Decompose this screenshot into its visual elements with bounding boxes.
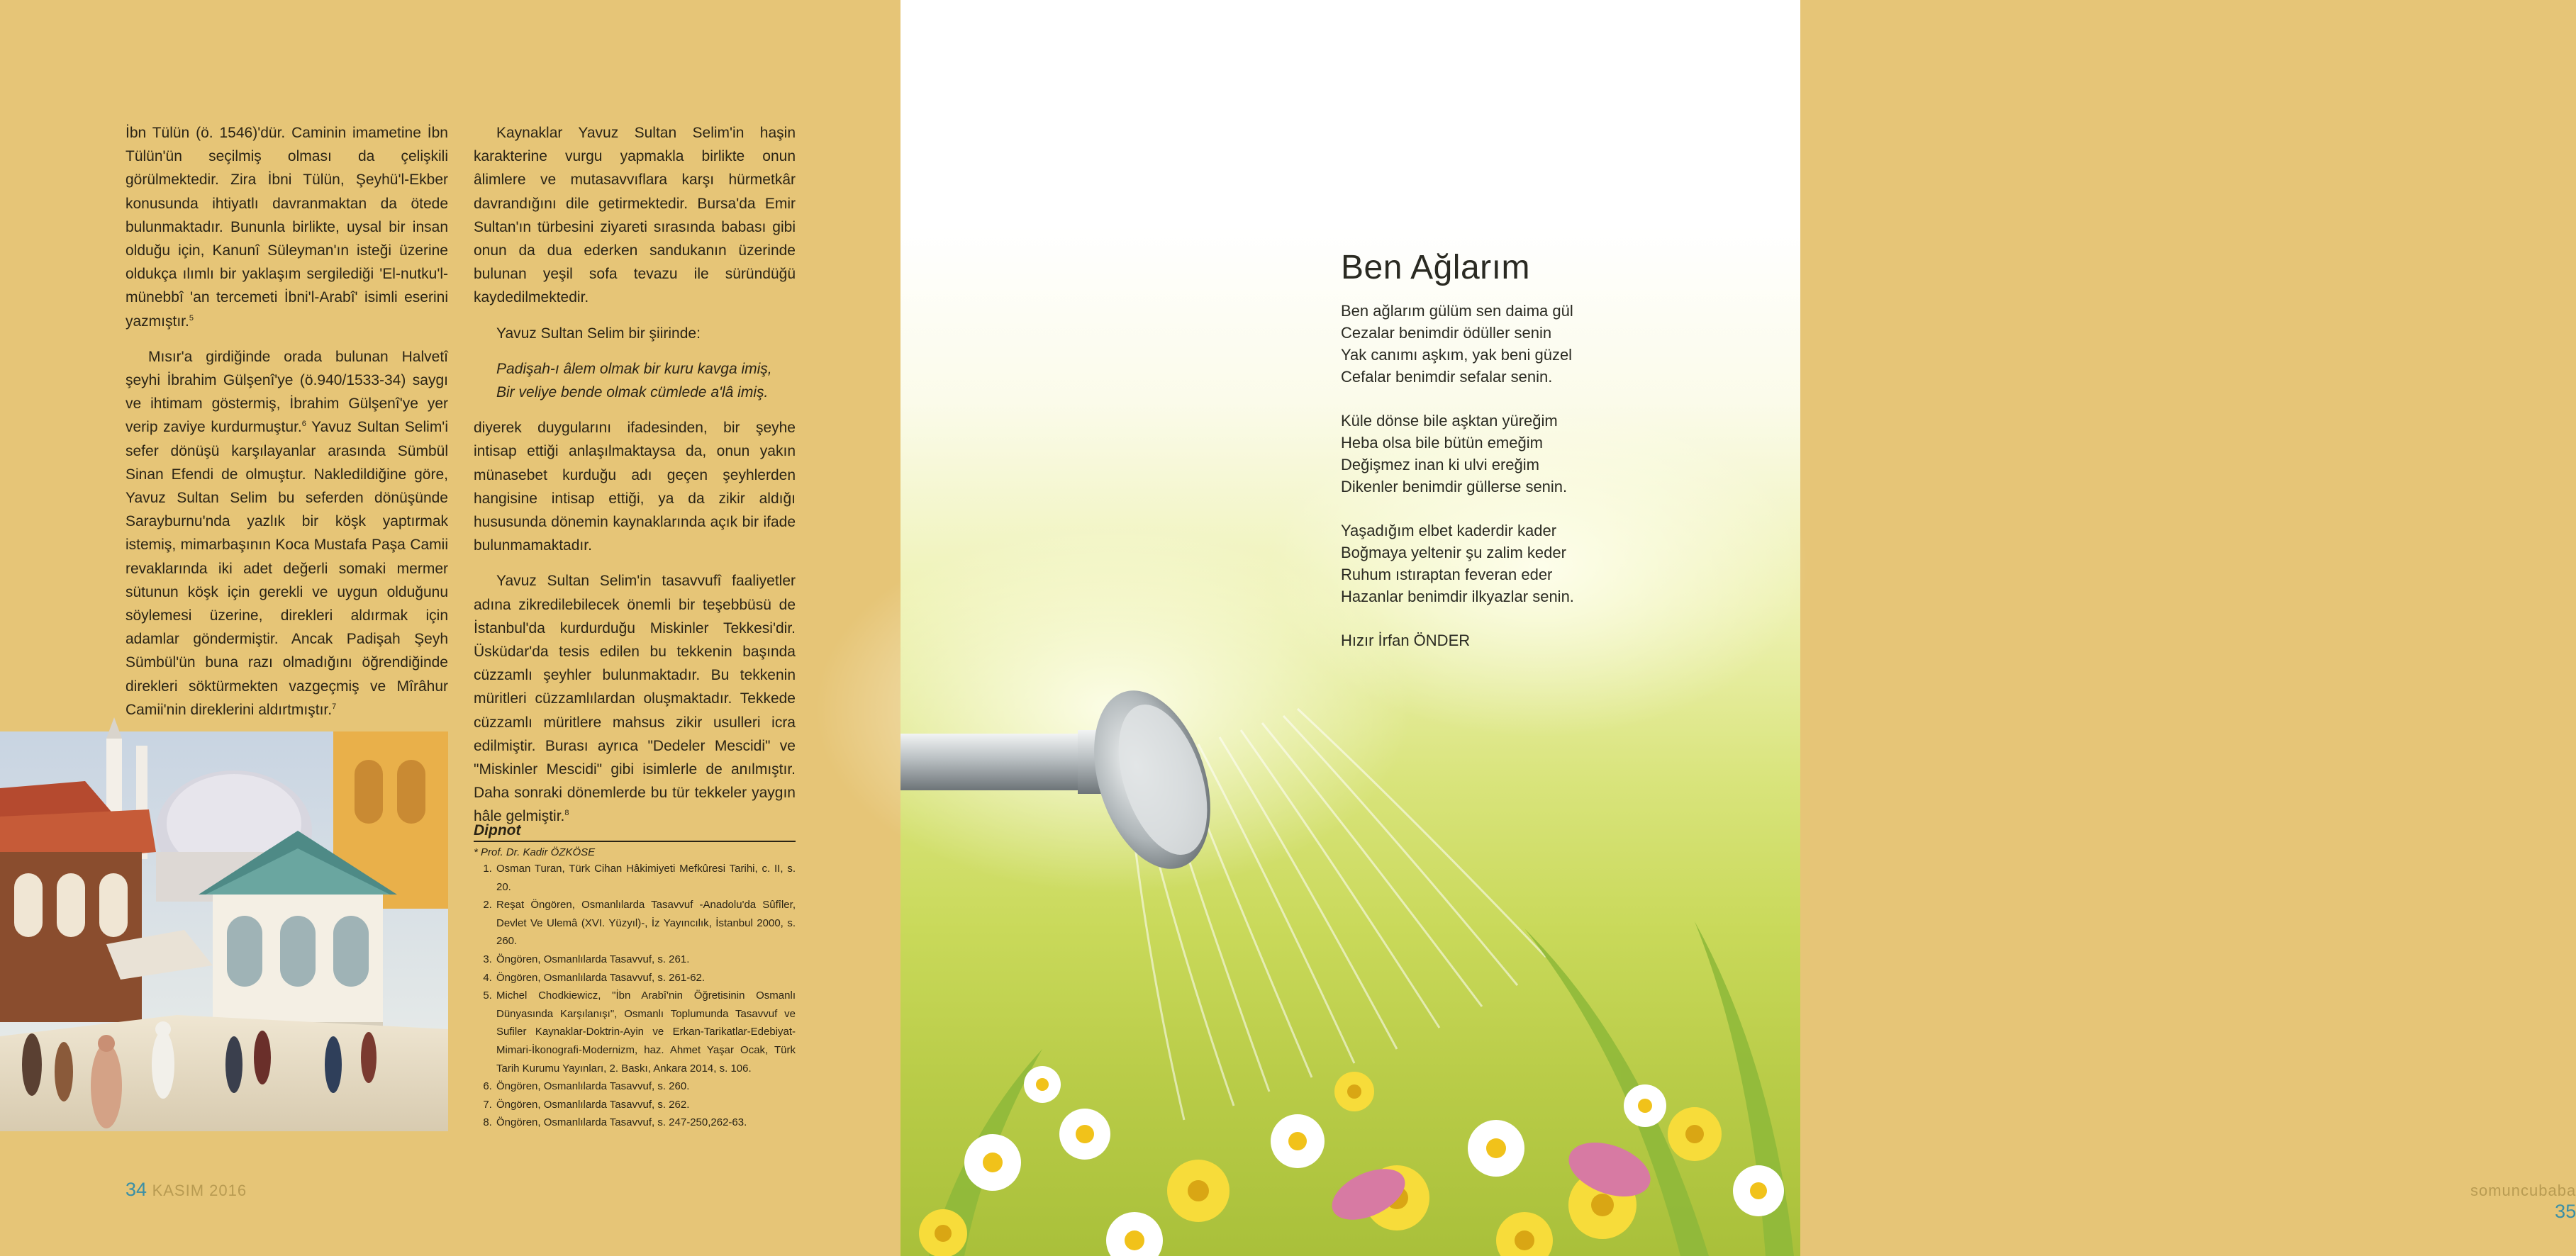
issue-date: KASIM 2016 [152, 1182, 247, 1199]
article-column-2 [474, 121, 796, 829]
poem-line: Cezalar benimdir ödüller senin [1341, 324, 1552, 342]
page-folio-left [126, 1179, 247, 1201]
article-paragraph: İbn Tülün (ö. 1546)'dür. Caminin imametine İbn Tülün'ün seçilmiş olması da çelişkili görülmektedir. Zira İbni Tülün, Şeyhü'l-Ekber konusunda ihtiyatlı davranmaktan da ötede bulunmaktadır. Bununla birlikte, uysal bir insan olduğu için, Kanunî Süleyman'ın isteği üzerine oldukça ılımlı bir yaklaşım sergilediği 'El-nutku'l-münebbî 'an tercemeti İbni'l-Arabî' isimli eserini yazmıştır.$^5$ [126, 125, 448, 330]
poem-stanza [1341, 410, 1695, 498]
poem [1341, 248, 1695, 651]
footnotes-title: Dipnot [474, 822, 796, 842]
poem-line: Boğmaya yeltenir şu zalim keder [1341, 544, 1566, 561]
poem-stanza [1341, 300, 1695, 388]
poem-line: Yaşadığım elbet kaderdir kader [1341, 522, 1557, 539]
poem-title: Ben Ağlarım [1341, 249, 1530, 286]
poem-line: Küle dönse bile aşktan yüreğim [1341, 412, 1558, 430]
page-number: 34 [126, 1179, 147, 1200]
poem-line: Hazanlar benimdir ilkyazlar senin. [1341, 588, 1574, 605]
poem-line: Dikenler benimdir güllerse senin. [1341, 478, 1568, 495]
article-paragraph: Kaynaklar Yavuz Sultan Selim'in haşin karakterine vurgu yapmakla birlikte onun âlimlere ve mutasavvıflara karşı hürmetkâr davrandığını dile getirmektedir. Bursa'da Emir Sultan'ın türbesini ziyareti sırasında babası gibi onun da dua ederken sandukanın üzerinde bulunan yeşil sofa tevazu ile süründüğü kaydedilmektedir. [474, 125, 796, 306]
footnote-item: 8. Öngören, Osmanlılarda Tasavvuf, s. 247-250,262-63. [495, 1114, 796, 1132]
footnote-item: 3. Öngören, Osmanlılarda Tasavvuf, s. 261. [495, 951, 796, 969]
poem-line: Heba olsa bile bütün emeğim [1341, 434, 1543, 452]
verse-line: Bir veliye bende olmak cümlede a'lâ imiş. [496, 384, 769, 401]
article-paragraph: Yavuz Sultan Selim'in tasavvufî faaliyetler adına zikredilebilecek önemli bir teşebbüsü de İstanbul'da kurdurduğu Miskinler Tekkesi'dir. Üsküdar'da tesis edilen bu tekkenin başında cüzzamlı şeyhler bulunmaktadır. Bu tekkenin müritleri cüzzamlılardan oluşmaktadır. Tekkede cüzzamlı müritlere mahsus zikir usulleri icra edilmiştir. Burası ayrıca "Dedeler Mescidi" ve "Miskinler Mescidi" gibi isimlerle de anılmıştır. Daha sonraki dönemlerde bu tür tekkeler yaygın hâle gelmiştir.$^8$ [474, 573, 796, 825]
footnote-list [474, 860, 796, 1132]
verse-line: Padişah-ı âlem olmak bir kuru kavga imiş, [496, 360, 772, 377]
poem-stanza [1341, 520, 1695, 607]
footnote-item: 4. Öngören, Osmanlılarda Tasavvuf, s. 261-62. [495, 969, 796, 987]
article-column-1 [126, 121, 448, 722]
footnote-item: 6. Öngören, Osmanlılarda Tasavvuf, s. 260. [495, 1077, 796, 1096]
page-folio-right [2470, 1179, 2576, 1223]
watercolor-painting-image [0, 731, 448, 1131]
footnotes [474, 822, 796, 1132]
footnote-author: * Prof. Dr. Kadir ÖZKÖSE [474, 846, 596, 858]
poem-line: Ruhum ıstıraptan feveran eder [1341, 566, 1553, 583]
poem-line: Cefalar benimdir sefalar senin. [1341, 368, 1553, 386]
article-paragraph: diyerek duygularını ifadesinden, bir şeyhe intisap ettiği anlaşılmaktaysa da, onun yakın münasebet kurduğu adı geçen şeyhlerden hangisine intisap ettiği, ya da zikir aldığı hususunda dönemin kaynaklarında açık bir ifade bulunmamaktadır. [474, 420, 796, 554]
poem-line: Ben ağlarım gülüm sen daima gül [1341, 302, 1573, 320]
magazine-name: somuncubaba [2470, 1182, 2576, 1199]
poem-line: Yak canımı aşkım, yak beni güzel [1341, 346, 1573, 364]
left-page [0, 0, 901, 1256]
footnote-item: 7. Öngören, Osmanlılarda Tasavvuf, s. 262. [495, 1096, 796, 1114]
page-number: 35 [2555, 1201, 2576, 1222]
footnote-item: 2. Reşat Öngören, Osmanlılarda Tasavvuf -Anadolu'da Sûfîler, Devlet Ve Ulemâ (XVI. Yüzyıl)-, İz Yayıncılık, İstanbul 2000, s. 260. [495, 896, 796, 951]
article-paragraph: Mısır'a girdiğinde orada bulunan Halvetî şeyhi İbrahim Gülşenî'ye (ö.940/1533-34) saygı ve ihtimam göstermiş, İbrahim Gülşenî'ye yer verip zaviye kurdurmuştur.$^6$ Yavuz Sultan Selim'i sefer dönüşü karşılayanlar arasında Sümbül Sinan Efendi de olmuştur. Nakledildiğine göre, Yavuz Sultan Selim bu seferden dönüşünde Sarayburnu'nda yazlık bir köşk yaptırmak istemiş, mimarbaşının Koca Mustafa Paşa Camii revaklarında iki adet değerli somaki mermer sütunun köşk için gerekli ve uygun olduğunu söylemesi üzerine, direkleri aldırmak için adamlar göndermiştir. Ancak Padişah Şeyh Sümbül'ün buna razı olmadığını öğrendiğinde direkleri söktürmekten vazgeçmiş ve Mîrâhur Camii'nin direklerini aldırtmıştır.$^7$ [126, 348, 448, 718]
footnote-item: 5. Michel Chodkiewicz, "İbn Arabî'nin Öğretisinin Osmanlı Dünyasında Karşılanışı", Osmanlı Toplumunda Tasavvuf ve Sufiler Kaynaklar-Doktrin-Ayin ve Erkan-Tarikatlar-Edebiyat-Mimari-İkonografi-Modernizm, haz. Ahmet Yaşar Ocak, Türk Tarih Kurumu Yayınları, 2. Baskı, Ankara 2014, s. 106. [495, 987, 796, 1077]
poem-line: Değişmez inan ki ulvi ereğim [1341, 456, 1539, 473]
poem-author: Hızır İrfan ÖNDER [1341, 632, 1471, 649]
footnote-item: 1. Osman Turan, Türk Cihan Hâkimiyeti Mefkûresi Tarihi, c. II, s. 20. [495, 860, 796, 896]
article-paragraph: Yavuz Sultan Selim bir şiirinde: [496, 325, 701, 342]
